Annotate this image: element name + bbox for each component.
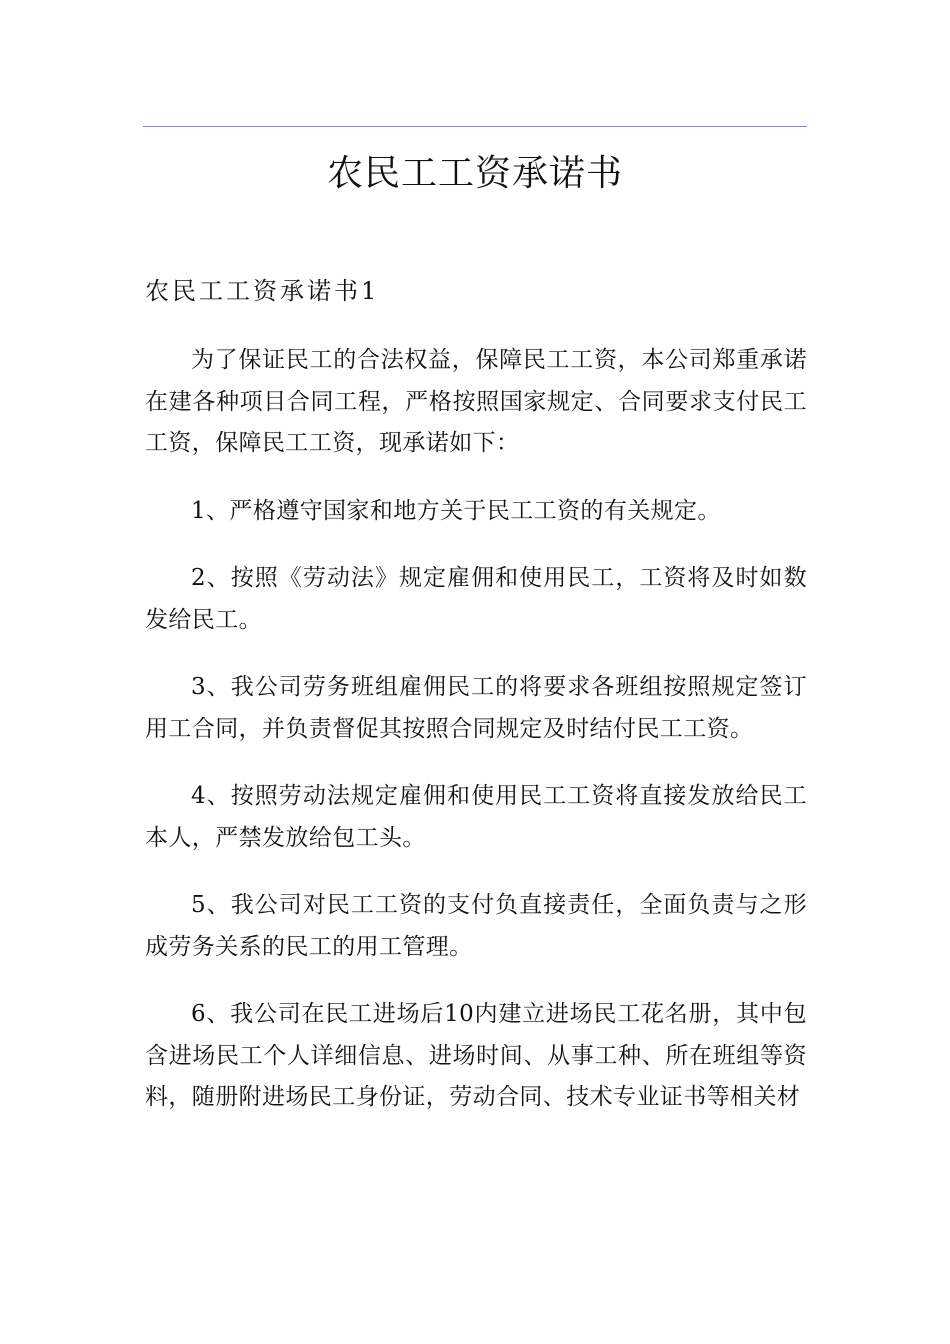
commitment-item-1: 1、严格遵守国家和地方关于民工工资的有关规定。 xyxy=(191,497,721,524)
commitment-item-3: 3、我公司劳务班组雇佣民工的将要求各班组按照规定签订用工合同，并负责督促其按照合同规定及时结付民工工资。 xyxy=(145,674,807,742)
commitment-item-6: 6、我公司在民工进场后10内建立进场民工花名册，其中包含进场民工个人详细信息、进场时间、从事工种、所在班组等资料，随册附进场民工身份证，劳动合同、技术专业证书等相关材 xyxy=(145,1001,807,1110)
commitment-item-5: 5、我公司对民工工资的支付负直接责任，全面负责与之形成劳务关系的民工的用工管理。 xyxy=(145,892,807,960)
commitment-item-2: 2、按照《劳动法》规定雇佣和使用民工，工资将及时如数发给民工。 xyxy=(145,565,807,633)
header-rule xyxy=(143,126,807,127)
intro-paragraph: 为了保证民工的合法权益，保障民工工资，本公司郑重承诺在建各种项目合同工程，严格按照国家规定、合同要求支付民工工资，保障民工工资，现承诺如下： xyxy=(145,347,807,456)
commitment-item-4: 4、按照劳动法规定雇佣和使用民工工资将直接发放给民工本人，严禁发放给包工头。 xyxy=(145,783,807,851)
document-body xyxy=(145,340,807,1145)
section-heading: 农民工工资承诺书1 xyxy=(145,277,380,305)
document-title: 农民工工资承诺书 xyxy=(326,153,623,194)
